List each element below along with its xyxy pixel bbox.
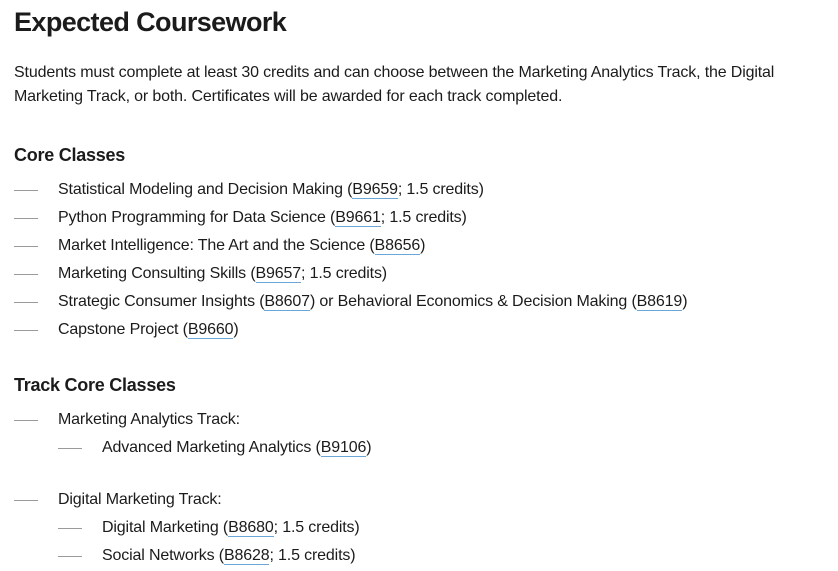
list-dash [58, 556, 82, 557]
list-dash [14, 218, 38, 219]
track-label: Marketing Analytics Track: [58, 411, 240, 428]
course-text: Statistical Modeling and Decision Making (B9659; 1.5 credits) [58, 181, 484, 198]
course-code-link[interactable]: B8628 [223, 547, 270, 564]
core-classes-heading: Core Classes [14, 145, 126, 165]
list-dash [58, 528, 82, 529]
course-code-link[interactable]: B8607 [264, 293, 310, 310]
intro-paragraph: Students must complete at least 30 credits and can choose between the Marketing Analytics Track, the Digital Marketing Track, or both. Certificates will be awarded for each track completed. [14, 64, 775, 105]
course-code-link[interactable]: B9106 [320, 439, 367, 456]
list-dash [58, 448, 82, 449]
course-text: Capstone Project (B9660) [58, 321, 239, 338]
course-text: Market Intelligence: The Art and the Science (B8656) [58, 237, 426, 254]
list-dash [14, 500, 38, 501]
track-core-classes-heading: Track Core Classes [14, 375, 176, 395]
course-code-link[interactable]: B9657 [255, 265, 302, 282]
page-title: Expected Coursework [14, 7, 287, 37]
track-label: Digital Marketing Track: [58, 491, 222, 508]
course-text: Python Programming for Data Science (B9661; 1.5 credits) [58, 209, 467, 226]
course-code-link[interactable]: B8619 [636, 293, 683, 310]
course-text: Social Networks (B8628; 1.5 credits) [102, 547, 356, 564]
list-dash [14, 330, 38, 331]
course-text: Strategic Consumer Insights (B8607) or Behavioral Economics & Decision Making (B8619) [58, 293, 688, 310]
list-dash [14, 190, 38, 191]
list-dash [14, 246, 38, 247]
course-text: Advanced Marketing Analytics (B9106) [102, 439, 372, 456]
course-text: Digital Marketing (B8680; 1.5 credits) [102, 519, 360, 536]
list-dash [14, 420, 38, 421]
course-code-link[interactable]: B8680 [228, 519, 274, 536]
course-code-link[interactable]: B8656 [374, 237, 421, 254]
list-dash [14, 302, 38, 303]
course-code-link[interactable]: B9660 [187, 321, 234, 338]
course-text: Marketing Consulting Skills (B9657; 1.5 credits) [58, 265, 387, 282]
list-dash [14, 274, 38, 275]
course-code-link[interactable]: B9659 [352, 181, 398, 198]
course-code-link[interactable]: B9661 [335, 209, 381, 226]
